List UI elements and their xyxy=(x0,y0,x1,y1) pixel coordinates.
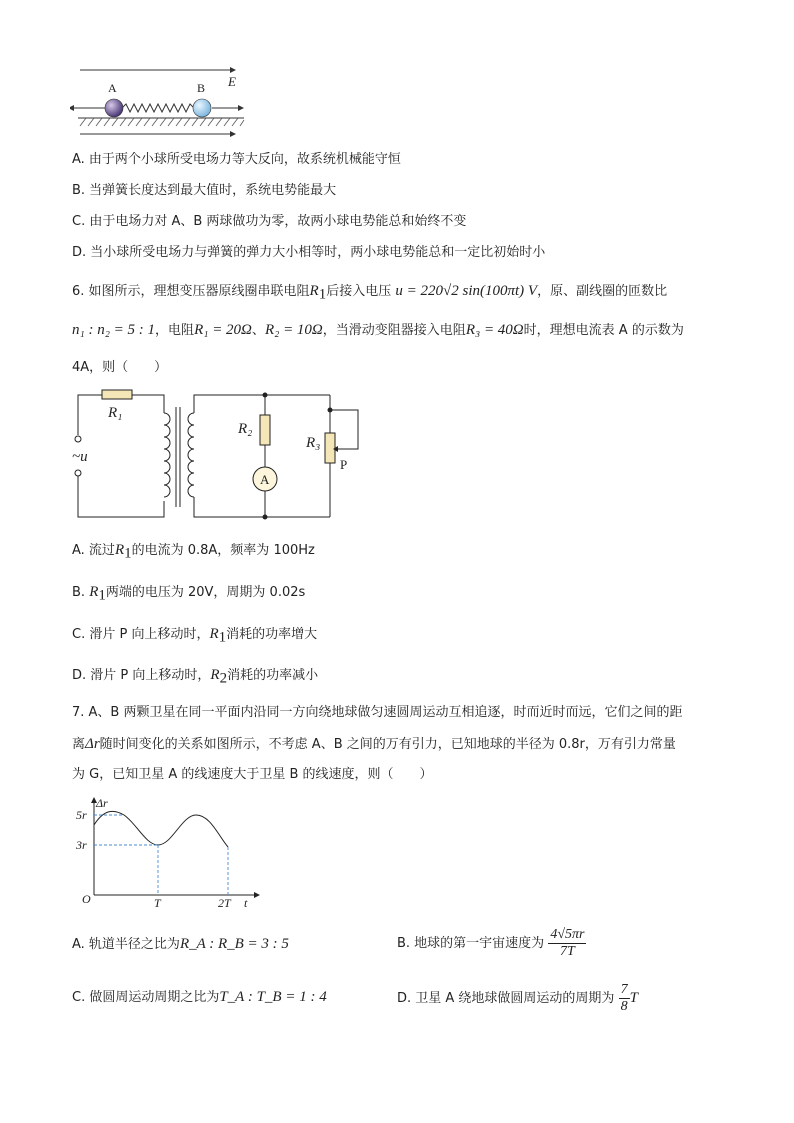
q5-option-b: B. 当弹簧长度达到最大值时，系统电势能最大 xyxy=(72,183,337,198)
graph-origin: O xyxy=(82,892,91,906)
q6-option-c: C. 滑片 P 向上移动时，$R_1$消耗的功率增大 xyxy=(72,626,318,646)
q5-option-a: A. 由于两个小球所受电场力等大反向，故系统机械能守恒 xyxy=(72,152,401,167)
field-e-label: E xyxy=(228,74,236,89)
q5-option-d: D. 当小球所受电场力与弹簧的弹力大小相等时，两小球电势能总和一定比初始时小 xyxy=(72,245,546,260)
q7-option-a: A. 轨道半径之比为R_A : R_B = 3 : 5 xyxy=(72,936,289,952)
q6-stem-line1: 6. 如图所示，理想变压器原线圈串联电阻$R_1$后接入电压 u = 220√2 sin(100πt) V，原、副线圈的匝数比 xyxy=(72,283,668,303)
q7-stem-line3: 为 G，已知卫星 A 的线速度大于卫星 B 的线速度，则（ ） xyxy=(72,767,433,782)
graph-ylabel: Δr xyxy=(96,796,108,810)
q7-stem-line2: 离Δr随时间变化的关系如图所示，不考虑 A、B 之间的万有引力，已知地球的半径为 0.8r，万有引力常量 xyxy=(72,736,676,752)
graph-y5r: 5r xyxy=(76,808,87,822)
circuit-r1-label: R₁ xyxy=(108,405,123,421)
q7-option-d: D. 卫星 A 绕地球做圆周运动的周期为 $\frac{7}{8}$ T xyxy=(397,982,638,1014)
q7-option-b: B. 地球的第一宇宙速度为 $\frac{4√5\pi r}{7T}$ xyxy=(397,927,585,959)
q6-stem-line3: 4A，则（ ） xyxy=(72,360,168,375)
q6-option-d: D. 滑片 P 向上移动时，$R_2$消耗的功率减小 xyxy=(72,667,319,687)
distance-time-graph xyxy=(72,795,262,910)
graph-xT: T xyxy=(154,896,161,910)
transformer-circuit xyxy=(70,385,370,525)
ball-b-label: B xyxy=(197,81,206,95)
q6-option-a: A. 流过$R_1$的电流为 0.8A，频率为 100Hz xyxy=(72,542,315,562)
q5-option-c: C. 由于电场力对 A、B 两球做功为零，故两小球电势能总和始终不变 xyxy=(72,214,467,229)
q6-stem-line2: n₁ : n₂ = 5 : 1，电阻R₁ = 20Ω、R₂ = 10Ω，当滑动变阻器接入电阻R₃ = 40Ω时，理想电流表 A 的示数为 xyxy=(72,322,684,338)
circuit-slider-label: P xyxy=(340,457,348,472)
q7-stem-line1: 7. A、B 两颗卫星在同一平面内沿同一方向绕地球做匀速圆周运动互相追逐，时而近时而远，它们之间的距 xyxy=(72,705,683,720)
circuit-r2-label: R₂ xyxy=(238,421,253,437)
circuit-source-label: ~u xyxy=(72,449,88,465)
q6-option-b: B. $R_1$两端的电压为 20V，周期为 0.02s xyxy=(72,584,306,604)
circuit-ammeter-label: A xyxy=(260,472,270,487)
ball-b xyxy=(193,99,211,117)
graph-x2T: 2T xyxy=(218,896,231,910)
graph-y3r: 3r xyxy=(76,838,87,852)
q7-option-c: C. 做圆周运动周期之比为T_A : T_B = 1 : 4 xyxy=(72,989,327,1005)
circuit-r3-label: R₃ xyxy=(306,435,321,451)
ball-a-label: A xyxy=(108,81,117,95)
graph-xlabel: t xyxy=(244,896,248,910)
ball-a xyxy=(105,99,123,117)
spring-figure xyxy=(70,62,250,142)
